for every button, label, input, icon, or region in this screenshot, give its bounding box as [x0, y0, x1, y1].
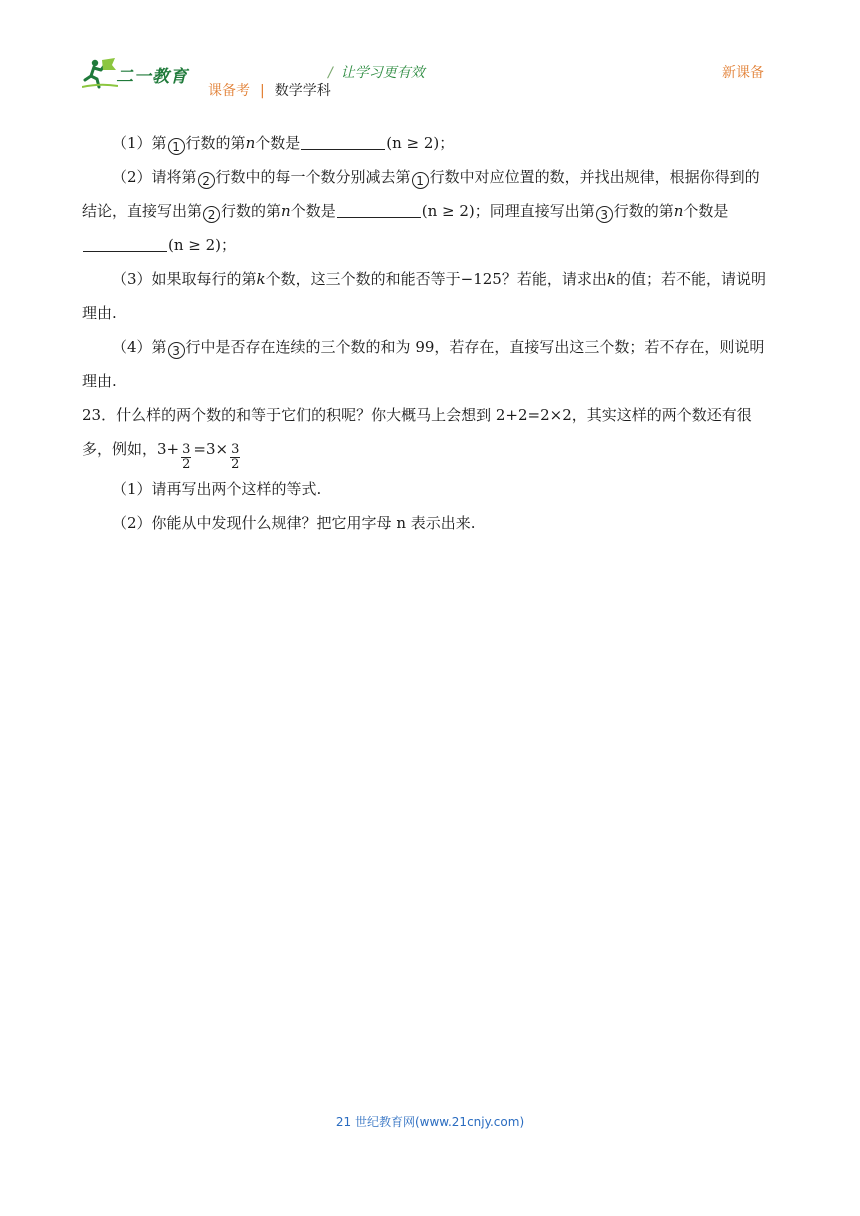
q22-part4: [82, 330, 774, 398]
header-subline: [208, 80, 331, 100]
page-header: [0, 0, 860, 110]
fraction: [230, 443, 240, 472]
header-separator: |: [260, 83, 265, 99]
q22-part3: [82, 262, 774, 330]
text-run: （4）第: [112, 338, 167, 356]
subject-label: 数学学科: [274, 83, 331, 99]
text-run: 行数中的每一个数分别减去第: [215, 168, 411, 186]
q23-stem: [82, 398, 774, 472]
text-run: （2）请将第: [112, 168, 197, 186]
text-run: (n ≥ 2)；同理直接写出第: [421, 202, 595, 220]
answer-blank[interactable]: [83, 235, 167, 252]
answer-blank[interactable]: [301, 133, 385, 150]
text-run: 行数的第: [185, 134, 246, 152]
text-run: （3）如果取每行的第: [112, 270, 257, 288]
circled-number: 2: [203, 206, 220, 223]
circled-number: 3: [596, 206, 613, 223]
runner-logo-icon: [82, 56, 118, 90]
circled-number: 1: [168, 138, 185, 155]
brand-label: 新课备: [722, 65, 764, 81]
slogan-text: 让学习更有效: [340, 65, 425, 81]
text-run: 行数中对应位置的数，并找出规律，根据你得到的结论，直接写出第: [82, 168, 760, 220]
math-variable: n: [245, 134, 256, 152]
q23-part2: （2）你能从中发现什么规律？把它用字母 n 表示出来.: [112, 514, 476, 532]
q22-part2: [82, 160, 774, 262]
text-run: 个数，这三个数的和能否等于−125？若能，请求出: [265, 270, 607, 288]
fraction-numerator: 3: [231, 442, 240, 457]
text-run: =3×: [193, 440, 229, 458]
document-body: [82, 126, 774, 540]
text-run: 23．什么样的两个数的和等于它们的积呢？你大概马上会想到 2+2=2×2，其实这样的两个数还有很多，例如，3+: [82, 406, 752, 458]
text-run: 行数的第: [221, 202, 282, 220]
fraction: [181, 443, 191, 472]
text-run: 行数的第: [613, 202, 674, 220]
math-variable: k: [256, 270, 266, 288]
exam-label: 课备考: [208, 83, 250, 99]
math-variable: n: [281, 202, 291, 220]
math-variable: n: [673, 202, 684, 220]
answer-blank[interactable]: [337, 201, 421, 218]
fraction-denominator: 2: [231, 457, 240, 472]
text-run: 个数是: [683, 202, 729, 220]
text-run: 的值；若不能，请说明理由.: [82, 270, 766, 322]
text-run: (n ≥ 2)；: [386, 134, 455, 152]
text-run: (n ≥ 2)；: [168, 236, 237, 254]
text-run: 行中是否存在连续的三个数的和为 99，若存在，直接写出这三个数；若不存在，则说明理由.: [82, 338, 765, 390]
page-footer[interactable]: 21 世纪教育网(www.21cnjy.com): [335, 1115, 525, 1129]
fraction-numerator: 3: [182, 442, 191, 457]
circled-number: 1: [412, 172, 429, 189]
text-run: 个数是: [255, 134, 301, 152]
text-run: （1）第: [112, 134, 167, 152]
math-variable: k: [606, 270, 616, 288]
slogan-slash: /: [328, 65, 333, 81]
slogan: [328, 62, 425, 82]
q22-part1: [82, 126, 774, 160]
logo: [82, 56, 192, 90]
circled-number: 3: [168, 342, 185, 359]
fraction-denominator: 2: [182, 457, 191, 472]
logo-text: 二一教育: [116, 67, 188, 87]
circled-number: 2: [198, 172, 215, 189]
text-run: 个数是: [290, 202, 336, 220]
q23-part1: （1）请再写出两个这样的等式.: [112, 480, 322, 498]
